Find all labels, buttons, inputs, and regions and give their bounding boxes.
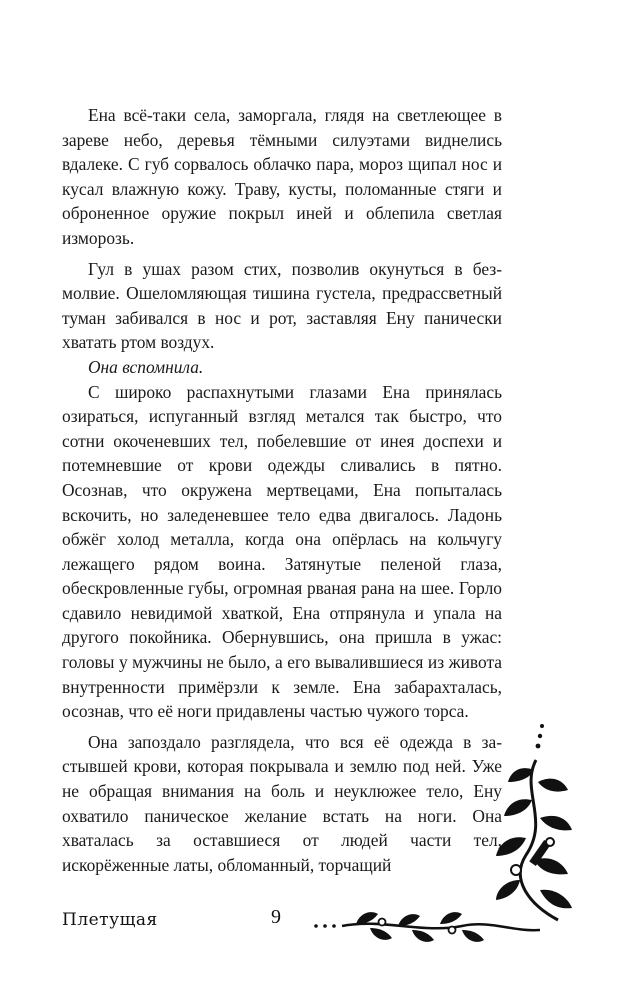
body-text xyxy=(62,103,502,877)
border-ornament-icon xyxy=(312,900,542,946)
paragraph-4: С широко распахнутыми глазами Ена принялась озираться, испуганный взгляд метался так быстро, что сотни окоченевших тел, побелевшие от инея доспехи и потемневшие от крови одежды сливались в пятно. Осознав, что окружена мертвецами, Ена попыталась вскочить, но заледеневшее тело едва двигалось. Ладонь обжёг холод металла, когда она опёрлась на кольчугу лежащего рядом воина. Затянутые пеленой глаза, обескровленные губы, огромная рваная рана на шее. Горло сдавило невидимой хваткой, Ена отпрянула и упала на другого покойника. Обернувшись, она пришла в ужас: головы у мужчины не было, а его вывалившиеся из живота внутренности примёрзли к земле. Ена забарахталась, осознав, что её ноги придавлены частью чужого торса. xyxy=(62,381,502,722)
paragraph-5: Она запоздало разглядела, что вся её одежда в застывшей крови, которая покрывала и землю под ней. Уже не обращая внимания на боль и неуклюжее тело, Ену охватило паническое желание встать на ноги. Она хваталась за оставшиеся от людей части тел, искорёженные латы, обломанный, торчащий xyxy=(62,731,502,875)
book-title: Плетущая xyxy=(62,910,158,930)
vine-ornament-icon xyxy=(480,720,580,930)
paragraph-1: Ена всё-таки села, заморгала, глядя на светлеющее в зареве небо, деревья тёмными силуэтами виднелись вдалеке. С губ сорвалось облачко пара, мороз щипал нос и кусал влажную кожу. Траву, кусты, поломанные стяги и оброненное оружие покрыл иней и облепила светлая изморозь. xyxy=(62,105,502,248)
paragraph-3-italic: Она вспомнила. xyxy=(88,356,204,377)
page-number: 9 xyxy=(271,906,281,928)
paragraph-2: Гул в ушах разом стих, позволив окунуться в безмолвие. Ошеломляющая тишина густела, предрассветный туман забивался в нос и рот, заставляя Ену панически хватать ртом воздух. xyxy=(62,258,502,353)
